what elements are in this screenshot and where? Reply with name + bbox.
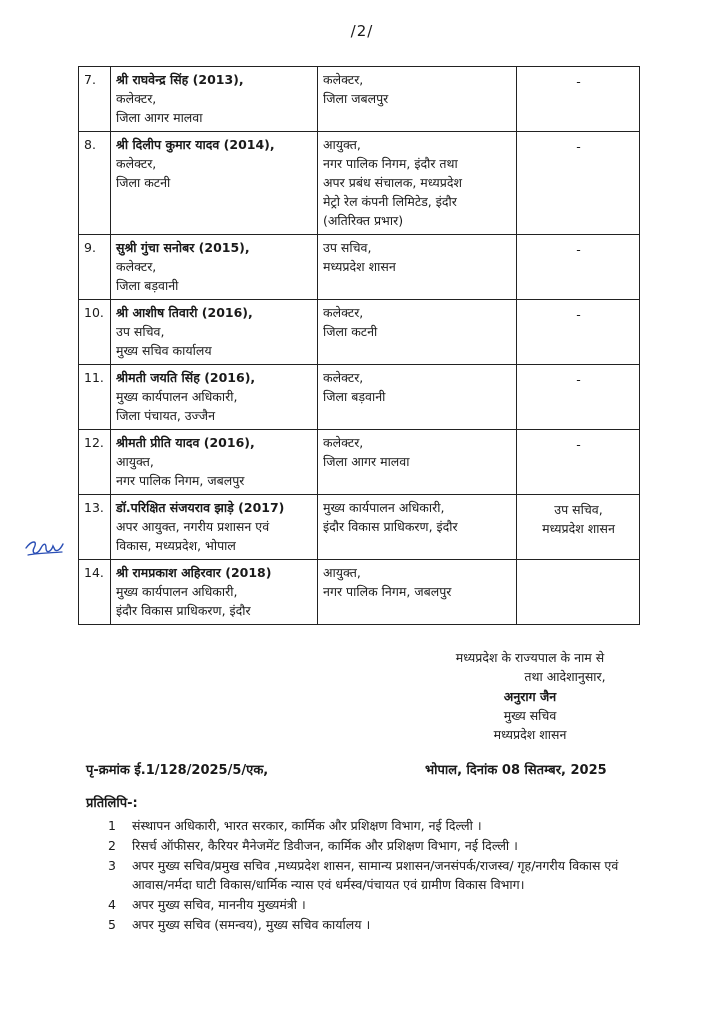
- copy-number: 2: [108, 838, 116, 853]
- new-posting-line: मेट्रो रेल कंपनी लिमिटेड, इंदौर: [323, 194, 457, 209]
- row-number: 7.: [79, 67, 111, 132]
- signatory-name: अनुराग जैन: [503, 689, 557, 704]
- new-posting-line: नगर पालिक निगम, जबलपुर: [323, 584, 452, 599]
- posting-table: [78, 66, 640, 625]
- row-number: 9.: [79, 235, 111, 300]
- current-posting-line: जिला पंचायत, उज्जैन: [116, 408, 216, 423]
- officer-name: श्री रामप्रकाश अहिरवार (2018): [116, 565, 272, 580]
- additional-line: उप सचिव,: [554, 502, 603, 517]
- officer-cell: [111, 560, 318, 625]
- new-posting-line: अपर प्रबंध संचालक, मध्यप्रदेश: [323, 175, 462, 190]
- additional-line: -: [576, 242, 581, 257]
- new-posting-line: नगर पालिक निगम, इंदौर तथा: [323, 156, 458, 171]
- new-posting-line: कलेक्टर,: [323, 435, 364, 450]
- copy-number: 5: [108, 917, 116, 932]
- current-posting-line: मुख्य कार्यपालन अधिकारी,: [116, 389, 238, 404]
- officer-name: सुश्री गुंचा सनोबर (2015),: [116, 240, 250, 255]
- new-posting-cell: [318, 560, 517, 625]
- additional-cell: [517, 132, 640, 235]
- current-posting-line: जिला कटनी: [116, 175, 171, 190]
- new-posting-line: कलेक्टर,: [323, 370, 364, 385]
- list-item: [108, 895, 648, 914]
- new-posting-cell: [318, 235, 517, 300]
- current-posting-line: आयुक्त,: [116, 454, 154, 469]
- current-posting-line: कलेक्टर,: [116, 259, 157, 274]
- table-row: [79, 300, 640, 365]
- officer-name: श्री दिलीप कुमार यादव (2014),: [116, 137, 275, 152]
- officer-cell: [111, 67, 318, 132]
- officer-cell: [111, 300, 318, 365]
- officer-cell: [111, 235, 318, 300]
- officer-name: श्रीमती प्रीति यादव (2016),: [116, 435, 255, 450]
- page-number: /2/: [350, 22, 374, 40]
- officer-name: श्रीमती जयति सिंह (2016),: [116, 370, 256, 385]
- issue-date: भोपाल, दिनांक 08 सितम्बर, 2025: [425, 763, 607, 778]
- current-posting-line: मुख्य कार्यपालन अधिकारी,: [116, 584, 238, 599]
- current-posting-line: विकास, मध्यप्रदेश, भोपाल: [116, 538, 236, 553]
- order-line-2: तथा आदेशानुसार,: [524, 669, 606, 684]
- additional-cell: [517, 235, 640, 300]
- table-row: [79, 495, 640, 560]
- table-row: [79, 430, 640, 495]
- new-posting-line: मध्यप्रदेश शासन: [323, 259, 396, 274]
- new-posting-line: कलेक्टर,: [323, 72, 364, 87]
- additional-line: -: [576, 437, 581, 452]
- new-posting-line: कलेक्टर,: [323, 305, 364, 320]
- copy-text: अपर मुख्य सचिव, माननीय मुख्यमंत्री ।: [132, 897, 306, 912]
- copy-text: अपर मुख्य सचिव/प्रमुख सचिव ,मध्यप्रदेश शासन, सामान्य प्रशासन/जनसंपर्क/राजस्व/ गृह/नगरीय विकास एवं आवास/नर्मदा घाटी विकास/धार्मिक न्यास एवं धर्मस्व/पंचायत एवं ग्रामीण विकास विभाग।: [132, 858, 619, 892]
- additional-cell: [517, 560, 640, 625]
- new-posting-cell: [318, 365, 517, 430]
- copy-number: 3: [108, 858, 116, 873]
- row-number: 11.: [79, 365, 111, 430]
- additional-line: -: [576, 74, 581, 89]
- table-row: [79, 67, 640, 132]
- additional-cell: [517, 495, 640, 560]
- officer-cell: [111, 132, 318, 235]
- signatory-designation: मुख्य सचिव: [503, 708, 557, 723]
- officer-cell: [111, 495, 318, 560]
- signature-block: [400, 648, 660, 744]
- row-number: 10.: [79, 300, 111, 365]
- new-posting-line: आयुक्त,: [323, 565, 361, 580]
- new-posting-cell: [318, 132, 517, 235]
- list-item: [108, 915, 648, 934]
- new-posting-line: जिला आगर मालवा: [323, 454, 410, 469]
- table-row: [79, 365, 640, 430]
- additional-line: -: [576, 139, 581, 154]
- copy-text: रिसर्च ऑफीसर, कैरियर मैनेजमेंट डिवीजन, कार्मिक और प्रशिक्षण विभाग, नई दिल्ली ।: [132, 838, 518, 853]
- copy-heading: प्रतिलिपि-:: [86, 796, 138, 811]
- officer-cell: [111, 365, 318, 430]
- officer-cell: [111, 430, 318, 495]
- new-posting-line: जिला कटनी: [323, 324, 378, 339]
- copy-text: संस्थापन अधिकारी, भारत सरकार, कार्मिक और प्रशिक्षण विभाग, नई दिल्ली ।: [132, 818, 482, 833]
- row-number: 12.: [79, 430, 111, 495]
- row-number: 13.: [79, 495, 111, 560]
- list-item: [108, 836, 648, 855]
- additional-cell: [517, 300, 640, 365]
- table-row: [79, 560, 640, 625]
- list-item: [108, 816, 648, 835]
- current-posting-line: जिला बड़वानी: [116, 278, 179, 293]
- new-posting-line: उप सचिव,: [323, 240, 372, 255]
- row-number: 8.: [79, 132, 111, 235]
- current-posting-line: मुख्य सचिव कार्यालय: [116, 343, 212, 358]
- officer-name: डॉ.परिक्षित संजयराव झाड़े (2017): [116, 500, 285, 515]
- copy-text: अपर मुख्य सचिव (समन्वय), मुख्य सचिव कार्यालय ।: [132, 917, 371, 932]
- new-posting-line: आयुक्त,: [323, 137, 361, 152]
- officer-name: श्री आशीष तिवारी (2016),: [116, 305, 253, 320]
- officer-name: श्री राघवेन्द्र सिंह (2013),: [116, 72, 244, 87]
- order-line-1: मध्यप्रदेश के राज्यपाल के नाम से: [455, 650, 605, 665]
- current-posting-line: अपर आयुक्त, नगरीय प्रशासन एवं: [116, 519, 270, 534]
- table-row: [79, 132, 640, 235]
- new-posting-cell: [318, 495, 517, 560]
- new-posting-line: (अतिरिक्त प्रभार): [323, 213, 404, 228]
- list-item: [108, 856, 648, 894]
- new-posting-line: मुख्य कार्यपालन अधिकारी,: [323, 500, 445, 515]
- additional-line: -: [576, 372, 581, 387]
- new-posting-line: जिला बड़वानी: [323, 389, 386, 404]
- new-posting-cell: [318, 300, 517, 365]
- copy-number: 1: [108, 818, 116, 833]
- current-posting-line: कलेक्टर,: [116, 91, 157, 106]
- current-posting-line: नगर पालिक निगम, जबलपुर: [116, 473, 245, 488]
- current-posting-line: कलेक्टर,: [116, 156, 157, 171]
- copy-number: 4: [108, 897, 116, 912]
- new-posting-line: जिला जबलपुर: [323, 91, 389, 106]
- additional-line: मध्यप्रदेश शासन: [542, 521, 615, 536]
- additional-cell: [517, 365, 640, 430]
- additional-line: -: [576, 307, 581, 322]
- table-row: [79, 235, 640, 300]
- current-posting-line: जिला आगर मालवा: [116, 110, 203, 125]
- current-posting-line: उप सचिव,: [116, 324, 165, 339]
- new-posting-cell: [318, 430, 517, 495]
- new-posting-line: इंदौर विकास प्राधिकरण, इंदौर: [323, 519, 458, 534]
- additional-cell: [517, 430, 640, 495]
- new-posting-cell: [318, 67, 517, 132]
- signatory-office: मध्यप्रदेश शासन: [493, 727, 567, 742]
- handwritten-initials: [22, 534, 66, 562]
- current-posting-line: इंदौर विकास प्राधिकरण, इंदौर: [116, 603, 251, 618]
- additional-cell: [517, 67, 640, 132]
- reference-number: पृ-क्रमांक ई.1/128/2025/5/एक,: [86, 763, 269, 778]
- copy-list: [108, 816, 648, 935]
- row-number: 14.: [79, 560, 111, 625]
